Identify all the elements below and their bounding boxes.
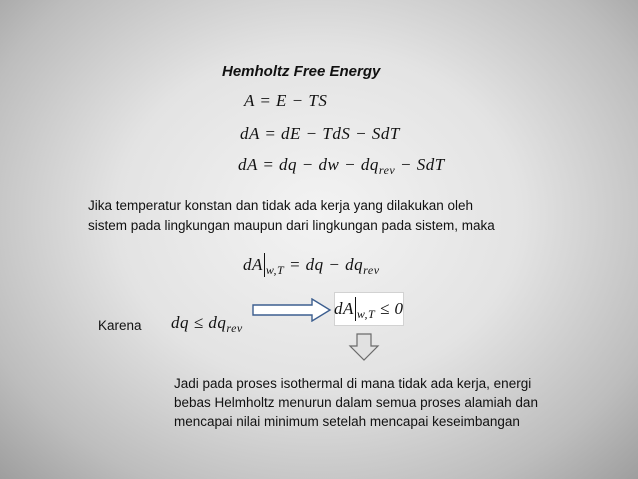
result-condition: w,T xyxy=(356,307,376,321)
conclusion-paragraph xyxy=(174,374,538,431)
condition-line-2: sistem pada lingkungan maupun dari lingkungan pada sistem, maka xyxy=(88,218,495,233)
right-arrow-icon xyxy=(252,298,332,322)
condition-line-1: Jika temperatur konstan dan tidak ada kerja yang dilakukan oleh xyxy=(88,198,473,213)
eq3-tail: − SdT xyxy=(395,155,445,174)
equation-inequality xyxy=(171,313,243,336)
eq4-lhs: dA xyxy=(243,255,263,274)
eq5-main: dq ≤ dq xyxy=(171,313,227,332)
conclusion-line-3: mencapai nilai minimum setelah mencapai keseimbangan xyxy=(174,414,520,429)
equation-helmholtz-definition: A = E − TS xyxy=(244,91,328,110)
result-rhs: ≤ 0 xyxy=(375,299,404,318)
eq5-subscript: rev xyxy=(226,321,243,335)
evaluation-bar xyxy=(264,253,265,277)
conclusion-line-1: Jadi pada proses isothermal di mana tidak ada kerja, energi xyxy=(174,376,532,391)
eq4-subscript: rev xyxy=(363,263,380,277)
condition-paragraph xyxy=(88,196,495,236)
eq3-subscript: rev xyxy=(378,163,396,177)
equation-differential-heat-work xyxy=(238,155,445,178)
eq3-main: dA = dq − dw − dq xyxy=(238,155,379,174)
result-lhs: dA xyxy=(334,299,354,318)
equation-differential: dA = dE − TdS − SdT xyxy=(240,124,400,143)
equation-result xyxy=(334,297,404,322)
down-arrow-icon xyxy=(348,333,380,361)
slide-title: Hemholtz Free Energy xyxy=(222,63,381,80)
conclusion-line-2: bebas Helmholtz menurun dalam semua proses alamiah dan xyxy=(174,395,538,410)
equation-constant-conditions xyxy=(243,253,380,278)
eq4-condition: w,T xyxy=(265,263,285,277)
eq4-rhs: = dq − dq xyxy=(284,255,364,274)
karena-label: Karena xyxy=(98,318,142,333)
result-evaluation-bar xyxy=(355,297,356,321)
